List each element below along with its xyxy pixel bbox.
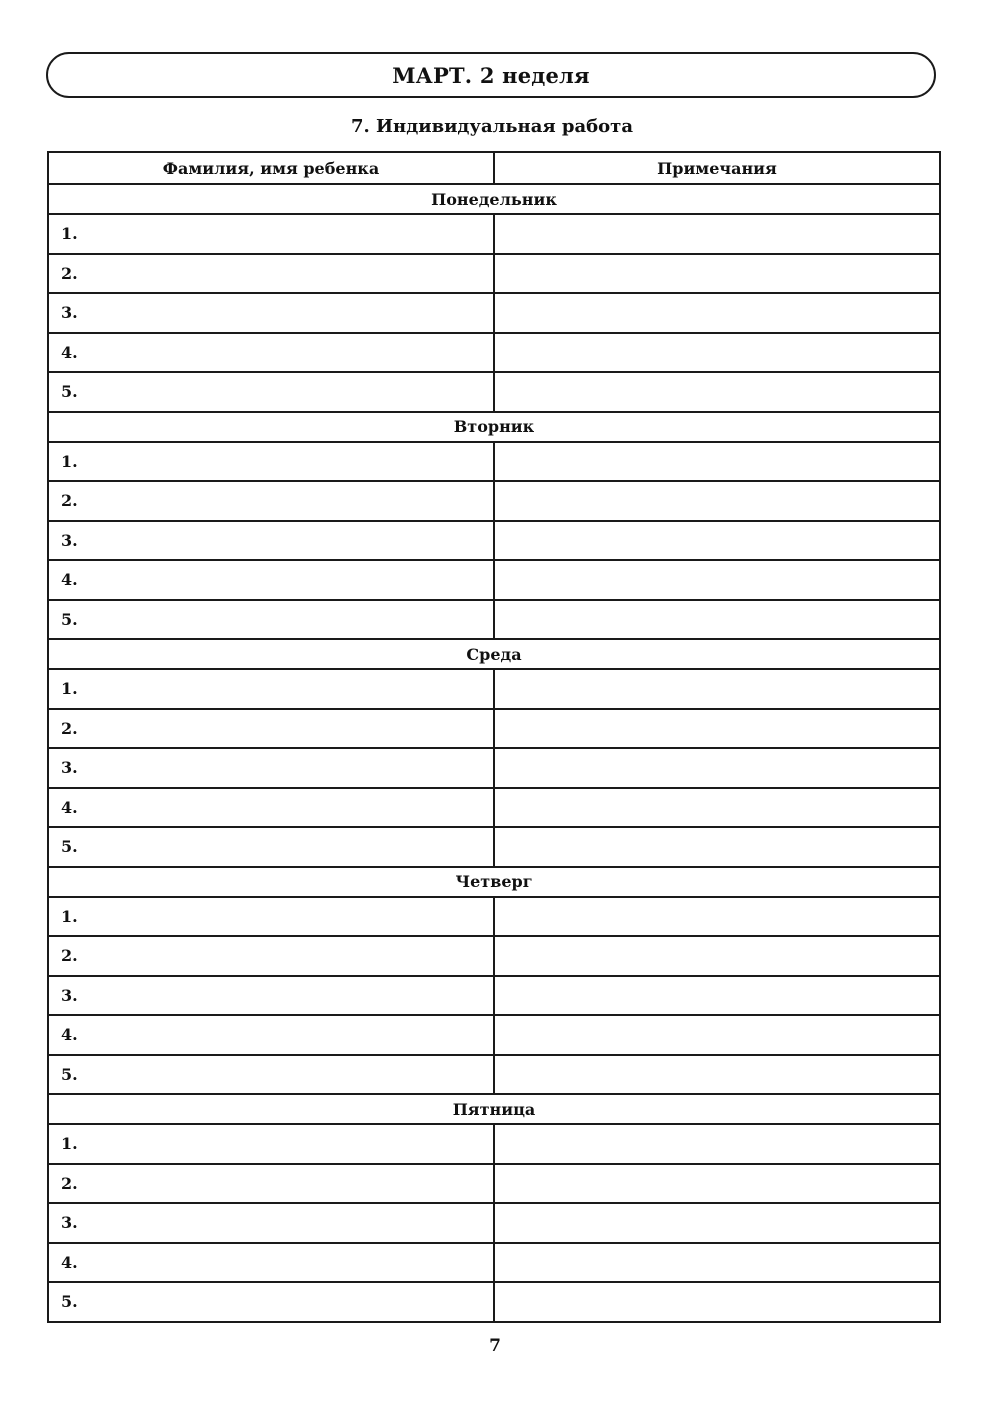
table-row	[48, 214, 940, 254]
child-name-cell[interactable]	[48, 936, 494, 976]
row-number: 3.	[61, 985, 78, 1005]
row-number: 4.	[61, 570, 78, 590]
table-row	[48, 560, 940, 600]
table-row	[48, 481, 940, 521]
child-name-cell[interactable]	[48, 1282, 494, 1322]
row-number: 1.	[61, 451, 78, 471]
notes-cell[interactable]	[494, 897, 940, 937]
table-row	[48, 1243, 940, 1283]
child-name-cell[interactable]	[48, 1164, 494, 1204]
row-number: 1.	[61, 224, 78, 244]
child-name-cell[interactable]	[48, 748, 494, 788]
child-name-cell[interactable]	[48, 442, 494, 482]
notes-cell[interactable]	[494, 788, 940, 828]
notes-cell[interactable]	[494, 976, 940, 1016]
row-number: 3.	[61, 303, 78, 323]
row-number: 5.	[61, 609, 78, 629]
child-name-cell[interactable]	[48, 976, 494, 1016]
notes-cell[interactable]	[494, 560, 940, 600]
row-number: 4.	[61, 1252, 78, 1272]
row-number: 3.	[61, 530, 78, 550]
child-name-cell[interactable]	[48, 521, 494, 561]
child-name-cell[interactable]	[48, 1243, 494, 1283]
table-row	[48, 372, 940, 412]
row-number: 2.	[61, 1173, 78, 1193]
table-row	[48, 521, 940, 561]
page-number: 7	[489, 1336, 501, 1356]
child-name-cell[interactable]	[48, 333, 494, 373]
row-number: 2.	[61, 263, 78, 283]
table-row	[48, 976, 940, 1016]
page-title: МАРТ. 2 неделя	[392, 62, 590, 88]
row-number: 4.	[61, 342, 78, 362]
section-title: 7. Индивидуальная работа	[350, 116, 633, 137]
row-number: 5.	[61, 382, 78, 402]
child-name-cell[interactable]	[48, 214, 494, 254]
day-header-row	[48, 867, 940, 897]
table-row	[48, 669, 940, 709]
row-number: 2.	[61, 718, 78, 738]
day-header-row	[48, 184, 940, 214]
child-name-cell[interactable]	[48, 788, 494, 828]
day-header-row	[48, 1094, 940, 1124]
table-row	[48, 1015, 940, 1055]
notes-cell[interactable]	[494, 936, 940, 976]
day-header-row	[48, 412, 940, 442]
notes-cell[interactable]	[494, 827, 940, 867]
child-name-cell[interactable]	[48, 600, 494, 640]
row-number: 3.	[61, 1213, 78, 1233]
day-name: Среда	[48, 639, 940, 669]
notes-cell[interactable]	[494, 1015, 940, 1055]
row-number: 1.	[61, 679, 78, 699]
child-name-cell[interactable]	[48, 560, 494, 600]
day-name: Понедельник	[48, 184, 940, 214]
notes-cell[interactable]	[494, 254, 940, 294]
child-name-cell[interactable]	[48, 709, 494, 749]
row-number: 1.	[61, 1134, 78, 1154]
table-row	[48, 1164, 940, 1204]
table-row	[48, 1282, 940, 1322]
notes-cell[interactable]	[494, 293, 940, 333]
day-header-row	[48, 639, 940, 669]
child-name-cell[interactable]	[48, 254, 494, 294]
notes-cell[interactable]	[494, 214, 940, 254]
notes-cell[interactable]	[494, 372, 940, 412]
child-name-cell[interactable]	[48, 897, 494, 937]
row-number: 5.	[61, 1292, 78, 1312]
notes-cell[interactable]	[494, 600, 940, 640]
child-name-cell[interactable]	[48, 669, 494, 709]
row-number: 5.	[61, 1064, 78, 1084]
table-row	[48, 827, 940, 867]
notes-cell[interactable]	[494, 1164, 940, 1204]
notes-cell[interactable]	[494, 1055, 940, 1095]
table-row	[48, 333, 940, 373]
child-name-cell[interactable]	[48, 1055, 494, 1095]
table-row	[48, 748, 940, 788]
child-name-cell[interactable]	[48, 1015, 494, 1055]
day-name: Пятница	[48, 1094, 940, 1124]
notes-cell[interactable]	[494, 481, 940, 521]
row-number: 4.	[61, 797, 78, 817]
table-row	[48, 897, 940, 937]
notes-cell[interactable]	[494, 1124, 940, 1164]
child-name-cell[interactable]	[48, 481, 494, 521]
row-number: 2.	[61, 491, 78, 511]
page-header-box	[46, 52, 936, 98]
table-row	[48, 788, 940, 828]
child-name-cell[interactable]	[48, 1203, 494, 1243]
notes-cell[interactable]	[494, 521, 940, 561]
column-header-child-name: Фамилия, имя ребенка	[48, 152, 494, 184]
child-name-cell[interactable]	[48, 293, 494, 333]
row-number: 4.	[61, 1025, 78, 1045]
child-name-cell[interactable]	[48, 827, 494, 867]
notes-cell[interactable]	[494, 333, 940, 373]
individual-work-table	[47, 151, 941, 1323]
notes-cell[interactable]	[494, 669, 940, 709]
notes-cell[interactable]	[494, 442, 940, 482]
notes-cell[interactable]	[494, 748, 940, 788]
day-name: Четверг	[48, 867, 940, 897]
notes-cell[interactable]	[494, 1203, 940, 1243]
table-row	[48, 1055, 940, 1095]
child-name-cell[interactable]	[48, 1124, 494, 1164]
table-row	[48, 293, 940, 333]
table-row	[48, 600, 940, 640]
table-row	[48, 1124, 940, 1164]
row-number: 3.	[61, 758, 78, 778]
table-row	[48, 936, 940, 976]
column-header-notes: Примечания	[494, 152, 940, 184]
table-row	[48, 254, 940, 294]
table-row	[48, 709, 940, 749]
row-number: 5.	[61, 837, 78, 857]
notes-cell[interactable]	[494, 709, 940, 749]
day-name: Вторник	[48, 412, 940, 442]
notes-cell[interactable]	[494, 1243, 940, 1283]
table-row	[48, 442, 940, 482]
table-row	[48, 1203, 940, 1243]
row-number: 2.	[61, 946, 78, 966]
notes-cell[interactable]	[494, 1282, 940, 1322]
table-header-row	[48, 152, 940, 184]
row-number: 1.	[61, 906, 78, 926]
child-name-cell[interactable]	[48, 372, 494, 412]
